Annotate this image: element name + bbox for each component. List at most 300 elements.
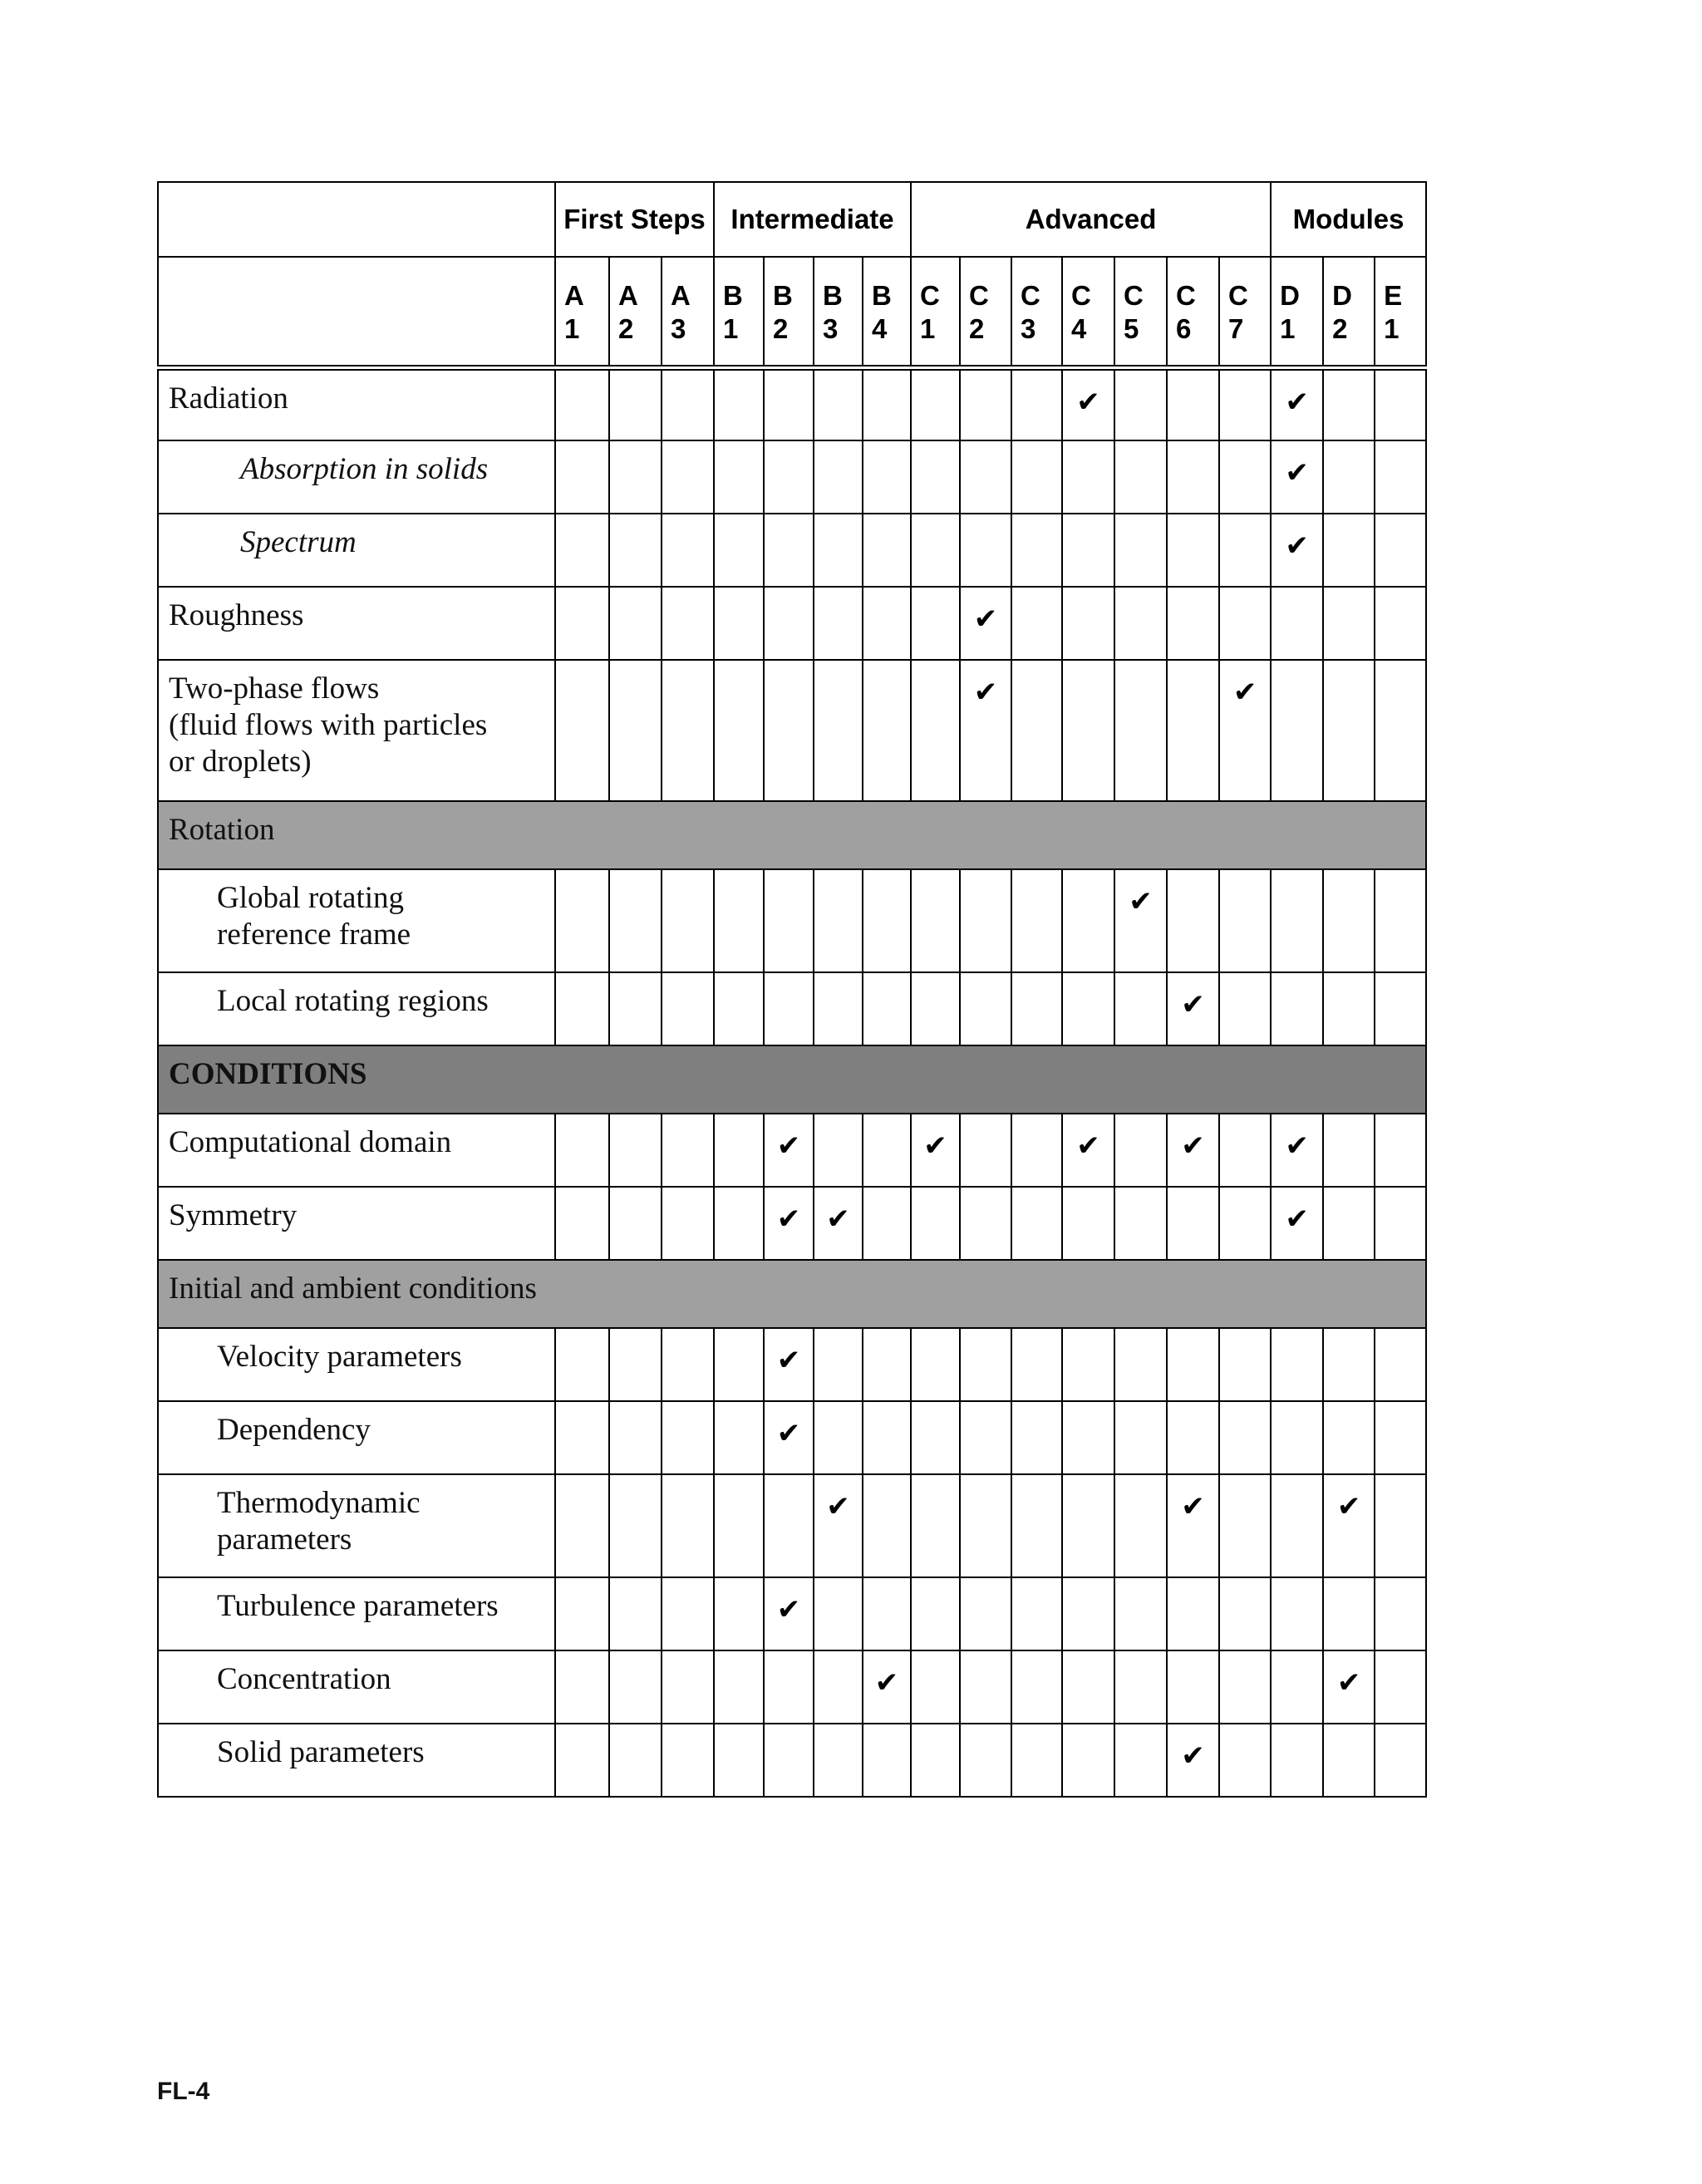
row-label: Rotation xyxy=(158,801,1426,869)
page-number: FL-4 xyxy=(157,2078,210,2105)
cell-c3 xyxy=(1011,440,1062,514)
cell-a3 xyxy=(662,660,714,801)
column-letter: B xyxy=(823,280,843,311)
cell-e1 xyxy=(1375,972,1426,1045)
column-number: 4 xyxy=(872,313,888,344)
cell-e1 xyxy=(1375,1187,1426,1260)
column-header-a1 xyxy=(555,257,609,367)
check-icon: ✔ xyxy=(776,1593,801,1626)
cell-c3 xyxy=(1011,869,1062,972)
table-row xyxy=(158,1474,1426,1577)
cell-c7 xyxy=(1219,587,1271,660)
cell-a1 xyxy=(555,1474,609,1577)
cell-a2 xyxy=(609,1401,662,1474)
table-row xyxy=(158,1577,1426,1650)
cell-c2 xyxy=(960,514,1011,587)
column-letter: C xyxy=(920,280,940,311)
cell-b2 xyxy=(764,1328,814,1401)
cell-b2 xyxy=(764,1474,814,1577)
cell-c3 xyxy=(1011,1474,1062,1577)
cell-d2 xyxy=(1323,440,1375,514)
cell-c6 xyxy=(1167,1328,1219,1401)
cell-d1 xyxy=(1271,1474,1323,1577)
row-label: Velocity parameters xyxy=(158,1328,555,1401)
cell-b1 xyxy=(714,660,764,801)
cell-b4 xyxy=(863,367,911,440)
cell-b1 xyxy=(714,514,764,587)
cell-d1 xyxy=(1271,440,1323,514)
cell-d1 xyxy=(1271,1401,1323,1474)
table-row xyxy=(158,1260,1426,1328)
cell-c7 xyxy=(1219,367,1271,440)
cell-d2 xyxy=(1323,1474,1375,1577)
table-row xyxy=(158,1401,1426,1474)
cell-d2 xyxy=(1323,514,1375,587)
cell-c4 xyxy=(1062,1724,1114,1797)
cell-b1 xyxy=(714,1724,764,1797)
cell-a3 xyxy=(662,869,714,972)
check-icon: ✔ xyxy=(874,1666,899,1699)
cell-c4 xyxy=(1062,660,1114,801)
cell-b2 xyxy=(764,587,814,660)
cell-b3 xyxy=(814,514,863,587)
column-letter: C xyxy=(1124,280,1144,311)
row-label: Initial and ambient conditions xyxy=(158,1260,1426,1328)
cell-c2 xyxy=(960,660,1011,801)
column-number: 2 xyxy=(969,313,985,344)
cell-c3 xyxy=(1011,1328,1062,1401)
table-row xyxy=(158,1328,1426,1401)
cell-c1 xyxy=(911,587,960,660)
cell-b1 xyxy=(714,367,764,440)
check-icon: ✔ xyxy=(1285,529,1309,563)
cell-c3 xyxy=(1011,660,1062,801)
cell-c7 xyxy=(1219,1187,1271,1260)
check-icon: ✔ xyxy=(1336,1490,1361,1523)
cell-a2 xyxy=(609,1114,662,1187)
cell-a2 xyxy=(609,1724,662,1797)
cell-d2 xyxy=(1323,1187,1375,1260)
cell-c3 xyxy=(1011,367,1062,440)
cell-e1 xyxy=(1375,660,1426,801)
cell-c6 xyxy=(1167,869,1219,972)
cell-c7 xyxy=(1219,972,1271,1045)
column-header-c6 xyxy=(1167,257,1219,367)
cell-e1 xyxy=(1375,587,1426,660)
cell-c5 xyxy=(1114,1114,1167,1187)
column-letter: C xyxy=(1228,280,1248,311)
check-icon: ✔ xyxy=(1129,885,1153,918)
row-label: Spectrum xyxy=(158,514,555,587)
cell-a1 xyxy=(555,869,609,972)
cell-b3 xyxy=(814,1577,863,1650)
check-icon: ✔ xyxy=(1181,988,1205,1021)
cell-c7 xyxy=(1219,1724,1271,1797)
cell-c7 xyxy=(1219,1401,1271,1474)
cell-d1 xyxy=(1271,1577,1323,1650)
cell-a2 xyxy=(609,660,662,801)
cell-b2 xyxy=(764,514,814,587)
column-header-c4 xyxy=(1062,257,1114,367)
column-header-e1 xyxy=(1375,257,1426,367)
cell-c5 xyxy=(1114,1328,1167,1401)
cell-c6 xyxy=(1167,440,1219,514)
cell-d2 xyxy=(1323,1650,1375,1724)
cell-e1 xyxy=(1375,1328,1426,1401)
cell-b4 xyxy=(863,869,911,972)
cell-b3 xyxy=(814,1650,863,1724)
check-icon: ✔ xyxy=(973,676,998,709)
cell-e1 xyxy=(1375,1114,1426,1187)
cell-c3 xyxy=(1011,1401,1062,1474)
row-label: Roughness xyxy=(158,587,555,660)
cell-c6 xyxy=(1167,1401,1219,1474)
cell-c5 xyxy=(1114,972,1167,1045)
column-number: 1 xyxy=(564,313,580,344)
column-letter: A xyxy=(618,280,638,311)
cell-c4 xyxy=(1062,1650,1114,1724)
cell-b3 xyxy=(814,440,863,514)
cell-a2 xyxy=(609,1187,662,1260)
cell-c5 xyxy=(1114,1474,1167,1577)
cell-c1 xyxy=(911,367,960,440)
cell-d2 xyxy=(1323,972,1375,1045)
cell-c4 xyxy=(1062,972,1114,1045)
cell-c2 xyxy=(960,367,1011,440)
cell-c6 xyxy=(1167,972,1219,1045)
cell-c7 xyxy=(1219,1474,1271,1577)
column-header-b1 xyxy=(714,257,764,367)
cell-c2 xyxy=(960,440,1011,514)
column-header-c3 xyxy=(1011,257,1062,367)
cell-b1 xyxy=(714,869,764,972)
cell-c4 xyxy=(1062,367,1114,440)
column-number: 1 xyxy=(723,313,739,344)
cell-c5 xyxy=(1114,1650,1167,1724)
cell-c3 xyxy=(1011,1114,1062,1187)
cell-c5 xyxy=(1114,367,1167,440)
cell-a1 xyxy=(555,1328,609,1401)
cell-d2 xyxy=(1323,1577,1375,1650)
cell-c6 xyxy=(1167,1724,1219,1797)
cell-c3 xyxy=(1011,1187,1062,1260)
column-letter: E xyxy=(1384,280,1403,311)
column-number: 5 xyxy=(1124,313,1139,344)
cell-a1 xyxy=(555,514,609,587)
cell-a1 xyxy=(555,972,609,1045)
cell-b1 xyxy=(714,587,764,660)
cell-c3 xyxy=(1011,1724,1062,1797)
cell-a3 xyxy=(662,514,714,587)
cell-a1 xyxy=(555,660,609,801)
corner-cell xyxy=(158,182,555,257)
cell-b1 xyxy=(714,1187,764,1260)
cell-c2 xyxy=(960,1724,1011,1797)
cell-a1 xyxy=(555,1650,609,1724)
cell-b2 xyxy=(764,1401,814,1474)
column-number: 2 xyxy=(773,313,789,344)
cell-a1 xyxy=(555,1577,609,1650)
cell-c2 xyxy=(960,587,1011,660)
cell-d1 xyxy=(1271,972,1323,1045)
cell-a2 xyxy=(609,514,662,587)
cell-c6 xyxy=(1167,367,1219,440)
cell-b3 xyxy=(814,1187,863,1260)
cell-c1 xyxy=(911,1650,960,1724)
cell-c3 xyxy=(1011,587,1062,660)
check-icon: ✔ xyxy=(1181,1490,1205,1523)
cell-d2 xyxy=(1323,1401,1375,1474)
check-icon: ✔ xyxy=(1285,385,1309,419)
row-label: Computational domain xyxy=(158,1114,555,1187)
cell-b4 xyxy=(863,1114,911,1187)
cell-b2 xyxy=(764,1650,814,1724)
cell-d1 xyxy=(1271,1724,1323,1797)
cell-e1 xyxy=(1375,869,1426,972)
cell-c6 xyxy=(1167,1114,1219,1187)
cell-b3 xyxy=(814,1328,863,1401)
cell-c2 xyxy=(960,869,1011,972)
cell-b4 xyxy=(863,1187,911,1260)
cell-b4 xyxy=(863,587,911,660)
cell-a2 xyxy=(609,440,662,514)
check-icon: ✔ xyxy=(1285,1129,1309,1163)
cell-d2 xyxy=(1323,660,1375,801)
row-label: Dependency xyxy=(158,1401,555,1474)
cell-d1 xyxy=(1271,514,1323,587)
cell-c7 xyxy=(1219,1577,1271,1650)
column-letter: B xyxy=(723,280,743,311)
cell-c1 xyxy=(911,440,960,514)
cell-c1 xyxy=(911,1401,960,1474)
column-letter: C xyxy=(969,280,989,311)
row-label: Radiation xyxy=(158,367,555,440)
column-number: 1 xyxy=(920,313,936,344)
cell-b3 xyxy=(814,660,863,801)
column-letter: B xyxy=(872,280,892,311)
cell-c5 xyxy=(1114,1187,1167,1260)
cell-c3 xyxy=(1011,1577,1062,1650)
cell-a2 xyxy=(609,1577,662,1650)
cell-c2 xyxy=(960,1114,1011,1187)
row-label: Local rotating regions xyxy=(158,972,555,1045)
cell-c3 xyxy=(1011,1650,1062,1724)
cell-b4 xyxy=(863,1474,911,1577)
group-header-row xyxy=(158,182,1426,257)
cell-c1 xyxy=(911,1577,960,1650)
cell-c7 xyxy=(1219,1328,1271,1401)
cell-c1 xyxy=(911,869,960,972)
cell-b1 xyxy=(714,1474,764,1577)
table-row xyxy=(158,1114,1426,1187)
cell-c4 xyxy=(1062,440,1114,514)
check-icon: ✔ xyxy=(1076,1129,1100,1163)
cell-d1 xyxy=(1271,869,1323,972)
cell-a3 xyxy=(662,1328,714,1401)
table-row xyxy=(158,1187,1426,1260)
column-letter: D xyxy=(1332,280,1352,311)
column-number: 1 xyxy=(1384,313,1399,344)
table-row xyxy=(158,1724,1426,1797)
cell-e1 xyxy=(1375,1650,1426,1724)
cell-b1 xyxy=(714,1328,764,1401)
column-header-b2 xyxy=(764,257,814,367)
cell-a1 xyxy=(555,1187,609,1260)
cell-a1 xyxy=(555,1401,609,1474)
cell-b1 xyxy=(714,1114,764,1187)
cell-e1 xyxy=(1375,1474,1426,1577)
column-header-a3 xyxy=(662,257,714,367)
check-icon: ✔ xyxy=(776,1417,801,1450)
cell-b4 xyxy=(863,440,911,514)
cell-e1 xyxy=(1375,1401,1426,1474)
group-header-first-steps: First Steps xyxy=(555,182,714,257)
cell-c1 xyxy=(911,972,960,1045)
column-letter: A xyxy=(564,280,584,311)
cell-d1 xyxy=(1271,367,1323,440)
cell-b3 xyxy=(814,1474,863,1577)
column-letter: C xyxy=(1021,280,1040,311)
cell-b2 xyxy=(764,440,814,514)
group-header-modules: Modules xyxy=(1271,182,1426,257)
cell-a1 xyxy=(555,587,609,660)
cell-c1 xyxy=(911,1187,960,1260)
cell-c5 xyxy=(1114,587,1167,660)
cell-c6 xyxy=(1167,1577,1219,1650)
matrix-body xyxy=(158,182,1426,1797)
cell-b1 xyxy=(714,1577,764,1650)
cell-c4 xyxy=(1062,1187,1114,1260)
cell-c7 xyxy=(1219,660,1271,801)
cell-c6 xyxy=(1167,660,1219,801)
column-header-c7 xyxy=(1219,257,1271,367)
cell-b4 xyxy=(863,1401,911,1474)
cell-b4 xyxy=(863,660,911,801)
cell-a2 xyxy=(609,1474,662,1577)
cell-c5 xyxy=(1114,1724,1167,1797)
row-label: Thermodynamic parameters xyxy=(158,1474,555,1577)
feature-matrix-table xyxy=(157,181,1427,1798)
cell-c2 xyxy=(960,1187,1011,1260)
cell-a2 xyxy=(609,869,662,972)
table-row xyxy=(158,1045,1426,1114)
column-number: 3 xyxy=(1021,313,1036,344)
table-row xyxy=(158,660,1426,801)
cell-c3 xyxy=(1011,972,1062,1045)
column-header-row xyxy=(158,257,1426,367)
column-header-corner xyxy=(158,257,555,367)
table-row xyxy=(158,367,1426,440)
column-header-c1 xyxy=(911,257,960,367)
cell-c7 xyxy=(1219,1650,1271,1724)
cell-c4 xyxy=(1062,869,1114,972)
cell-b4 xyxy=(863,514,911,587)
cell-e1 xyxy=(1375,1577,1426,1650)
cell-a2 xyxy=(609,1650,662,1724)
cell-c2 xyxy=(960,1474,1011,1577)
cell-e1 xyxy=(1375,440,1426,514)
cell-d1 xyxy=(1271,1187,1323,1260)
check-icon: ✔ xyxy=(826,1203,850,1236)
check-icon: ✔ xyxy=(776,1203,801,1236)
cell-b3 xyxy=(814,972,863,1045)
cell-c6 xyxy=(1167,1187,1219,1260)
column-letter: A xyxy=(671,280,691,311)
check-icon: ✔ xyxy=(973,603,998,636)
cell-c6 xyxy=(1167,587,1219,660)
cell-c1 xyxy=(911,1724,960,1797)
table-row xyxy=(158,440,1426,514)
cell-a3 xyxy=(662,1577,714,1650)
column-number: 4 xyxy=(1071,313,1087,344)
cell-b2 xyxy=(764,660,814,801)
cell-b2 xyxy=(764,1187,814,1260)
cell-b1 xyxy=(714,972,764,1045)
cell-d2 xyxy=(1323,869,1375,972)
check-icon: ✔ xyxy=(1076,385,1100,419)
cell-b4 xyxy=(863,1650,911,1724)
cell-c7 xyxy=(1219,440,1271,514)
cell-b3 xyxy=(814,869,863,972)
cell-a3 xyxy=(662,440,714,514)
cell-e1 xyxy=(1375,1724,1426,1797)
cell-b2 xyxy=(764,869,814,972)
cell-b1 xyxy=(714,1650,764,1724)
cell-a1 xyxy=(555,1114,609,1187)
cell-a3 xyxy=(662,1114,714,1187)
check-icon: ✔ xyxy=(776,1344,801,1377)
check-icon: ✔ xyxy=(826,1490,850,1523)
table-row xyxy=(158,1650,1426,1724)
cell-a3 xyxy=(662,1187,714,1260)
cell-b2 xyxy=(764,1724,814,1797)
column-header-c5 xyxy=(1114,257,1167,367)
column-number: 2 xyxy=(1332,313,1348,344)
cell-d2 xyxy=(1323,587,1375,660)
cell-c1 xyxy=(911,514,960,587)
column-number: 7 xyxy=(1228,313,1244,344)
column-number: 3 xyxy=(671,313,686,344)
cell-a2 xyxy=(609,367,662,440)
cell-d1 xyxy=(1271,1650,1323,1724)
cell-a2 xyxy=(609,972,662,1045)
cell-a3 xyxy=(662,1650,714,1724)
column-header-b4 xyxy=(863,257,911,367)
table-row xyxy=(158,972,1426,1045)
cell-c5 xyxy=(1114,440,1167,514)
cell-b3 xyxy=(814,1401,863,1474)
cell-a3 xyxy=(662,1401,714,1474)
cell-c1 xyxy=(911,1474,960,1577)
cell-e1 xyxy=(1375,514,1426,587)
cell-d1 xyxy=(1271,1328,1323,1401)
check-icon: ✔ xyxy=(1336,1666,1361,1699)
column-header-a2 xyxy=(609,257,662,367)
cell-b4 xyxy=(863,972,911,1045)
cell-c4 xyxy=(1062,1328,1114,1401)
row-label: Solid parameters xyxy=(158,1724,555,1797)
cell-e1 xyxy=(1375,367,1426,440)
cell-b2 xyxy=(764,972,814,1045)
cell-b3 xyxy=(814,587,863,660)
column-header-d2 xyxy=(1323,257,1375,367)
cell-c1 xyxy=(911,1328,960,1401)
cell-d2 xyxy=(1323,367,1375,440)
cell-a2 xyxy=(609,587,662,660)
cell-c5 xyxy=(1114,1577,1167,1650)
row-label: Two-phase flows (fluid flows with particles or droplets) xyxy=(158,660,555,801)
column-letter: C xyxy=(1176,280,1196,311)
